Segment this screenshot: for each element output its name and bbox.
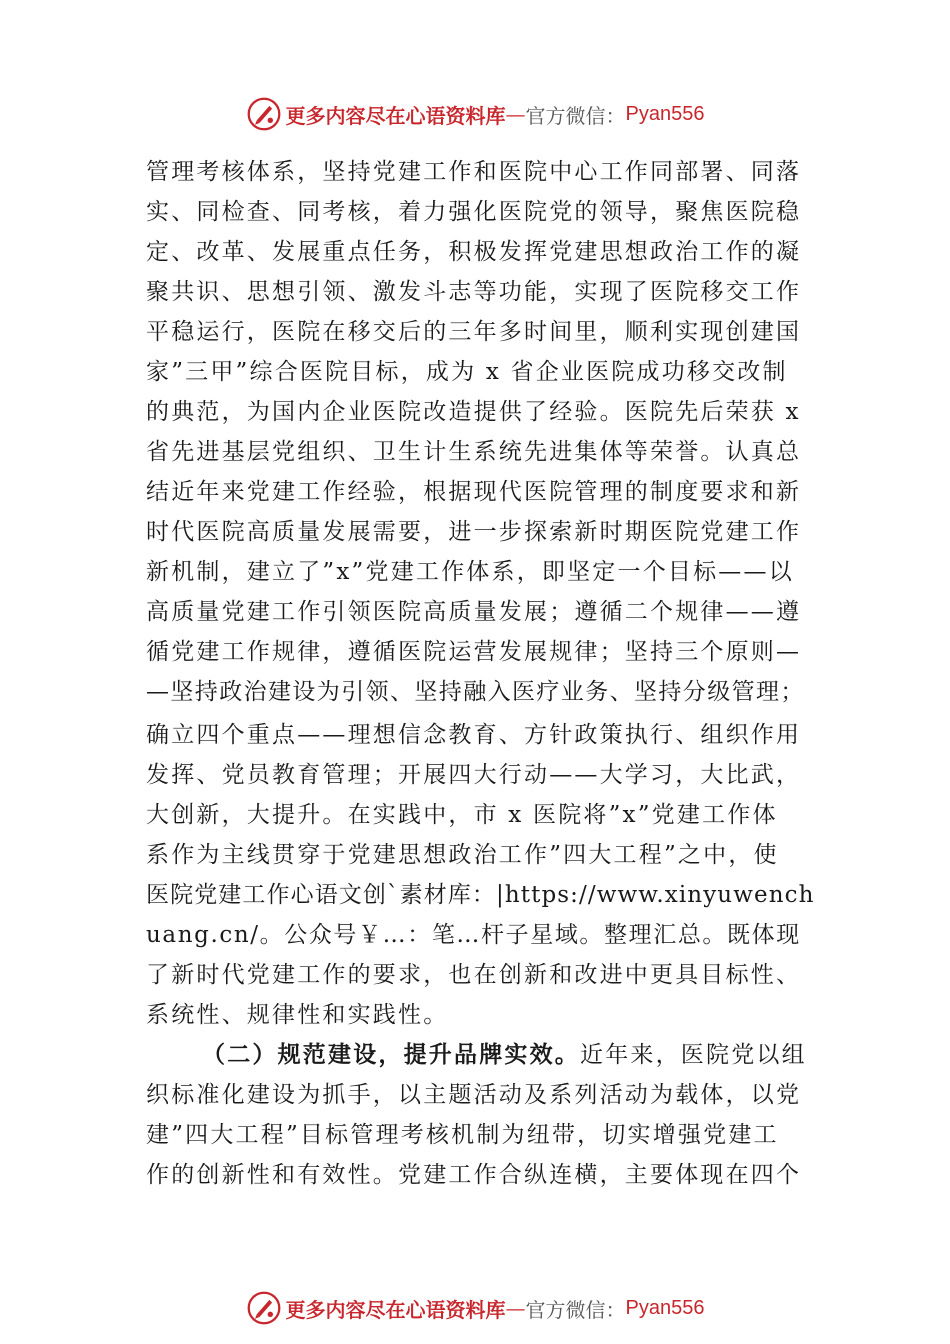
body-line: 家”三甲”综合医院目标，成为 x 省企业医院成功移交改制 [146, 359, 788, 385]
banner-wechat-id: Pyan556 [625, 102, 705, 125]
body-line: 系作为主线贯穿于党建思想政治工作”四大工程”之中，使 [146, 842, 779, 868]
body-line: 省先进基层党组织、卫生计生系统先进集体等荣誉。认真总 [146, 439, 802, 465]
body-line: 聚共识、思想引领、激发斗志等功能，实现了医院移交工作 [146, 279, 802, 305]
body-line-rest: 近年来，医院党以组 [580, 1042, 807, 1068]
body-line: 系统性、规律性和实践性。 [146, 1002, 449, 1028]
pen-quill-logo-icon [246, 1290, 282, 1326]
banner-separator: — [505, 102, 526, 126]
body-line: 时代医院高质量发展需要，进一步探索新时期医院党建工作 [146, 519, 802, 545]
body-line: 的典范，为国内企业医院改造提供了经验。医院先后荣获 x [146, 399, 801, 425]
body-line: 建”四大工程”目标管理考核机制为纽带，切实增强党建工 [146, 1122, 779, 1148]
body-line: 结近年来党建工作经验，根据现代医院管理的制度要求和新 [146, 479, 802, 505]
body-line: 定、改革、发展重点任务，积极发挥党建思想政治工作的凝 [146, 239, 802, 265]
body-line: 发挥、党员教育管理；开展四大行动——大学习，大比武， [146, 762, 802, 788]
body-line: 高质量党建工作引领医院高质量发展；遵循二个规律——遵 [146, 599, 802, 625]
pen-quill-logo-icon [246, 96, 282, 132]
paragraph-2-first-line [146, 1035, 814, 1075]
body-line: 医院党建工作心语文创`素材库：|https://www.xinyuwench [146, 882, 815, 908]
banner-separator: — [505, 1296, 526, 1320]
banner-wechat-id: Pyan556 [625, 1296, 705, 1319]
body-line: 平稳运行，医院在移交后的三年多时间里，顺利实现创建国 [146, 319, 802, 345]
banner-official-label: 官方微信： [525, 1297, 626, 1322]
body-line: 大创新，大提升。在实践中，市 x 医院将”x”党建工作体 [146, 802, 778, 828]
body-line: 循党建工作规律，遵循医院运营发展规律；坚持三个原则— [146, 639, 802, 665]
body-line: uang.cn/。公众号￥…：笔…杆子星域。整理汇总。既体现 [146, 922, 801, 948]
body-line: 管理考核体系，坚持党建工作和医院中心工作同部署、同落 [146, 159, 802, 185]
body-line: 实、同检查、同考核，着力强化医院党的领导，聚焦医院稳 [146, 199, 802, 225]
header-banner [0, 92, 950, 136]
body-line: 作的创新性和有效性。党建工作合纵连横，主要体现在四个 [146, 1162, 802, 1188]
banner-main-text: 更多内容尽在心语资料库 [285, 1297, 506, 1322]
banner-official-label: 官方微信： [525, 103, 626, 128]
body-line: 确立四个重点——理想信念教育、方针政策执行、组织作用 [146, 722, 802, 748]
footer-banner [0, 1286, 950, 1330]
body-line: 新机制，建立了”x”党建工作体系，即坚定一个目标——以 [146, 559, 794, 585]
section-heading: （二）规范建设，提升品牌实效。 [202, 1041, 580, 1068]
body-line: 织标准化建设为抓手，以主题活动及系列活动为载体，以党 [146, 1082, 802, 1108]
document-body [146, 152, 814, 1195]
body-line: 了新时代党建工作的要求，也在创新和改进中更具目标性、 [146, 962, 802, 988]
banner-main-text: 更多内容尽在心语资料库 [285, 103, 506, 128]
body-line: —坚持政治建设为引领、坚持融入医疗业务、坚持分级管理； [146, 679, 805, 705]
